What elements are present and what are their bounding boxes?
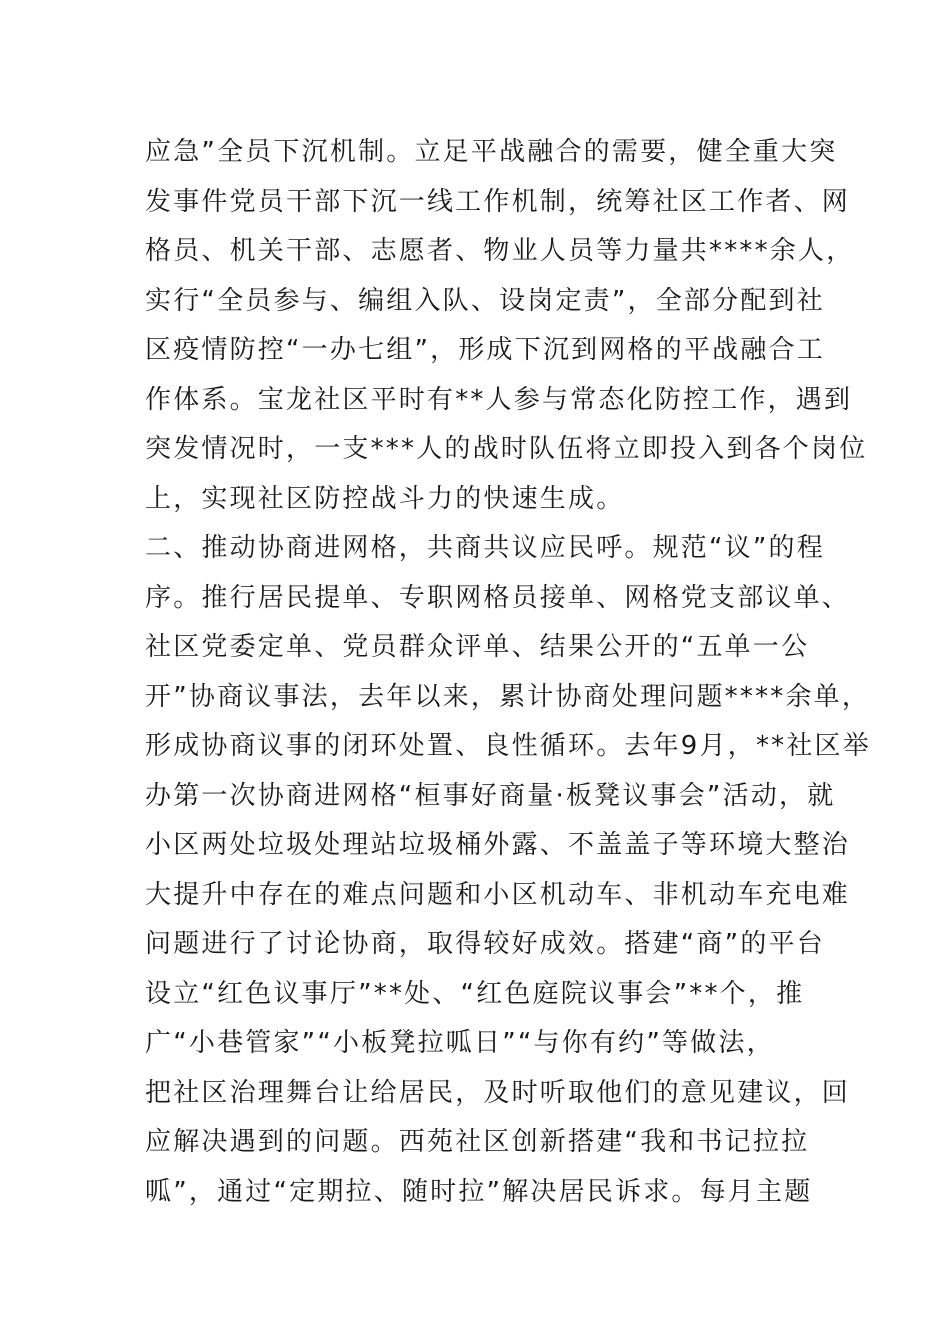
text-line: 发事件党员干部下沉一线工作机制，统筹社区工作者、网 xyxy=(145,186,851,217)
text-line: 呱”，通过“定期拉、随时拉”解决居民诉求。每月主题 xyxy=(145,1176,813,1207)
text-line: 广“小巷管家”“小板凳拉呱日”“与你有约”等做法， xyxy=(145,1028,775,1058)
text-line: 突发情况时，一支***人的战时队伍将立即投入到各个岗位 xyxy=(145,434,868,464)
text-line: 序。推行居民提单、专职网格员接单、网格党支部议单、 xyxy=(145,582,851,613)
text-line: 小区两处垃圾处理站垃圾桶外露、不盖盖子等环境大整治 xyxy=(145,830,851,860)
text-line: 大提升中存在的难点问题和小区机动车、非机动车充电难 xyxy=(145,879,851,910)
text-line: 区疫情防控“一办七组”，形成下沉到网格的平战融合工 xyxy=(145,335,825,365)
text-line: 应解决遇到的问题。西苑社区创新搭建“我和书记拉拉 xyxy=(145,1127,810,1157)
text-line: 形成协商议事的闭环处置、良性循环。去年9月，**社区举 xyxy=(145,731,871,761)
text-line: 应急”全员下沉机制。立足平战融合的需要，健全重大突 xyxy=(145,137,838,167)
section-heading-line: 二、推动协商进网格，共商共议应民呼。规范“议”的程 xyxy=(145,533,825,563)
text-line: 办第一次协商进网格“桓事好商量·板凳议事会”活动，就 xyxy=(145,780,836,811)
text-line: 设立“红色议事厅”**处、“红色庭院议事会”**个，推 xyxy=(145,978,805,1009)
text-line: 把社区治理舞台让给居民，及时听取他们的意见建议，回 xyxy=(145,1077,851,1108)
body-text xyxy=(145,128,871,1217)
text-line: 问题进行了讨论协商，取得较好成效。搭建“商”的平台 xyxy=(145,929,825,959)
text-line: 格员、机关干部、志愿者、物业人员等力量共****余人， xyxy=(145,236,855,266)
text-line: 作体系。宝龙社区平时有**人参与常态化防控工作，遇到 xyxy=(145,384,853,415)
text-line: 开”协商议事法，去年以来，累计协商处理问题****余单， xyxy=(145,681,871,712)
text-line: 社区党委定单、党员群众评单、结果公开的“五单一公 xyxy=(145,632,810,662)
text-line: 实行“全员参与、编组入队、设岗定责”，全部分配到社 xyxy=(145,285,825,316)
text-line: 上，实现社区防控战斗力的快速生成。 xyxy=(145,483,625,514)
